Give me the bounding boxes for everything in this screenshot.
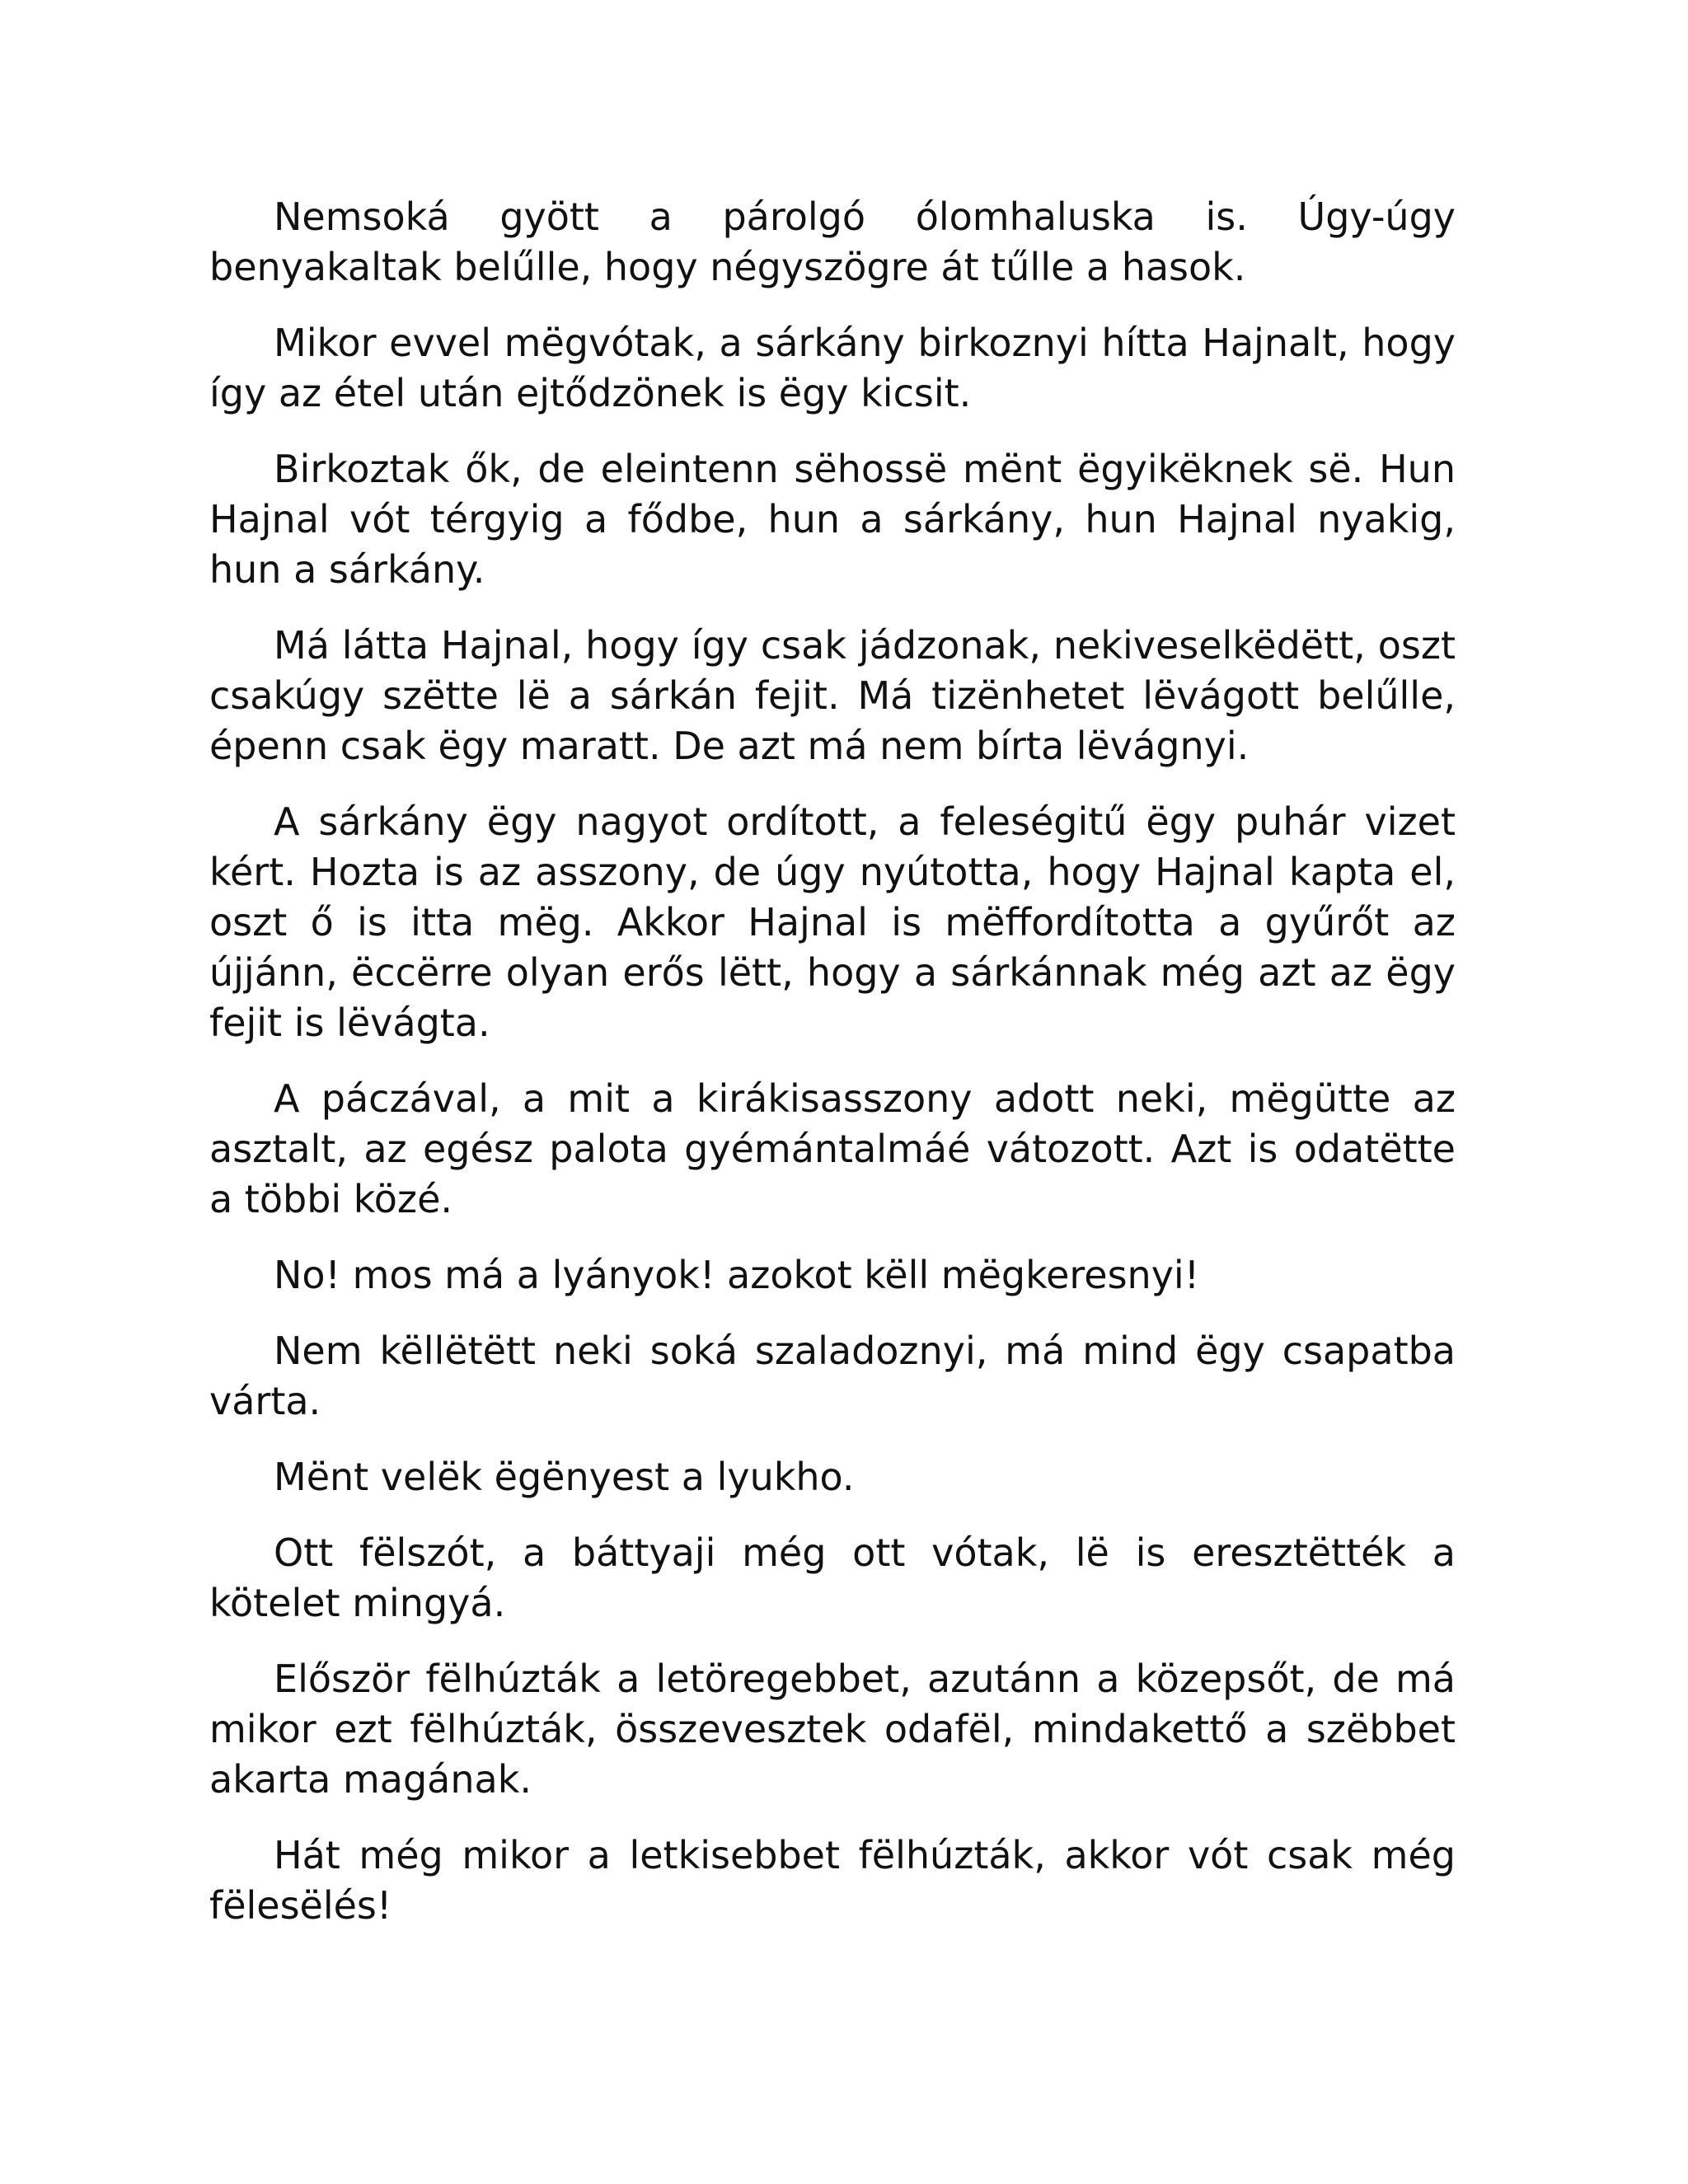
paragraph-5: A sárkány ëgy nagyot ordított, a feleségitű ëgy puhár vizet kért. Hozta is az asszony, de úgy nyútotta, hogy Hajnal kapta el, oszt ő is itta mëg. Akkor Hajnal is mëffordította a gyűrőt az újjánn, ëccërre olyan erős lëtt, hogy a sárkánnak még azt az ëgy fejit is lëvágta.: [209, 799, 1456, 1045]
paragraph-2: Mikor evvel mëgvótak, a sárkány birkoznyi hítta Hajnalt, hogy így az étel után ejtődzönek is ëgy kicsit.: [209, 321, 1456, 415]
paragraph-8: Nem këllëtëtt neki soká szaladoznyi, má mind ëgy csapatba várta.: [209, 1329, 1456, 1423]
paragraph-4: Má látta Hajnal, hogy így csak jádzonak, nekiveselkëdëtt, oszt csakúgy szëtte lë a sárkán fejit. Má tizënhetet lëvágott belűlle, épenn csak ëgy maratt. De azt má nem bírta lëvágnyi.: [209, 623, 1456, 768]
paragraph-9: Mënt velëk ëgënyest a lyukho.: [274, 1455, 855, 1499]
paragraph-3: Birkoztak ők, de eleintenn sëhossë mënt ëgyikëknek së. Hun Hajnal vót térgyig a fődbe, hun a sárkány, hun Hajnal nyakig, hun a sárkány.: [209, 447, 1456, 592]
paragraph-11: Először fëlhúzták a letöregebbet, azutánn a közepsőt, de má mikor ezt fëlhúzták, összevesztek odafël, mindakettő a szëbbet akarta magának.: [209, 1657, 1456, 1802]
paragraph-12: Hát még mikor a letkisebbet fëlhúzták, akkor vót csak még fëlesëlés!: [209, 1833, 1456, 1928]
paragraph-6: A páczával, a mit a kirákisasszony adott neki, mëgütte az asztalt, az egész palota gyémántalmáé vátozott. Azt is odatëtte a többi közé.: [209, 1076, 1456, 1221]
paragraph-10: Ott fëlszót, a báttyaji még ott vótak, lë is eresztëtték a kötelet mingyá.: [209, 1530, 1456, 1625]
paragraph-1: Nemsoká gyött a párolgó ólomhaluska is. Úgy-úgy benyakaltak belűlle, hogy négyszögre át tűlle a hasok.: [209, 194, 1456, 289]
paragraph-7: No! mos má a lyányok! azokot këll mëgkeresnyi!: [274, 1253, 1200, 1297]
story-text: [209, 192, 1456, 1957]
